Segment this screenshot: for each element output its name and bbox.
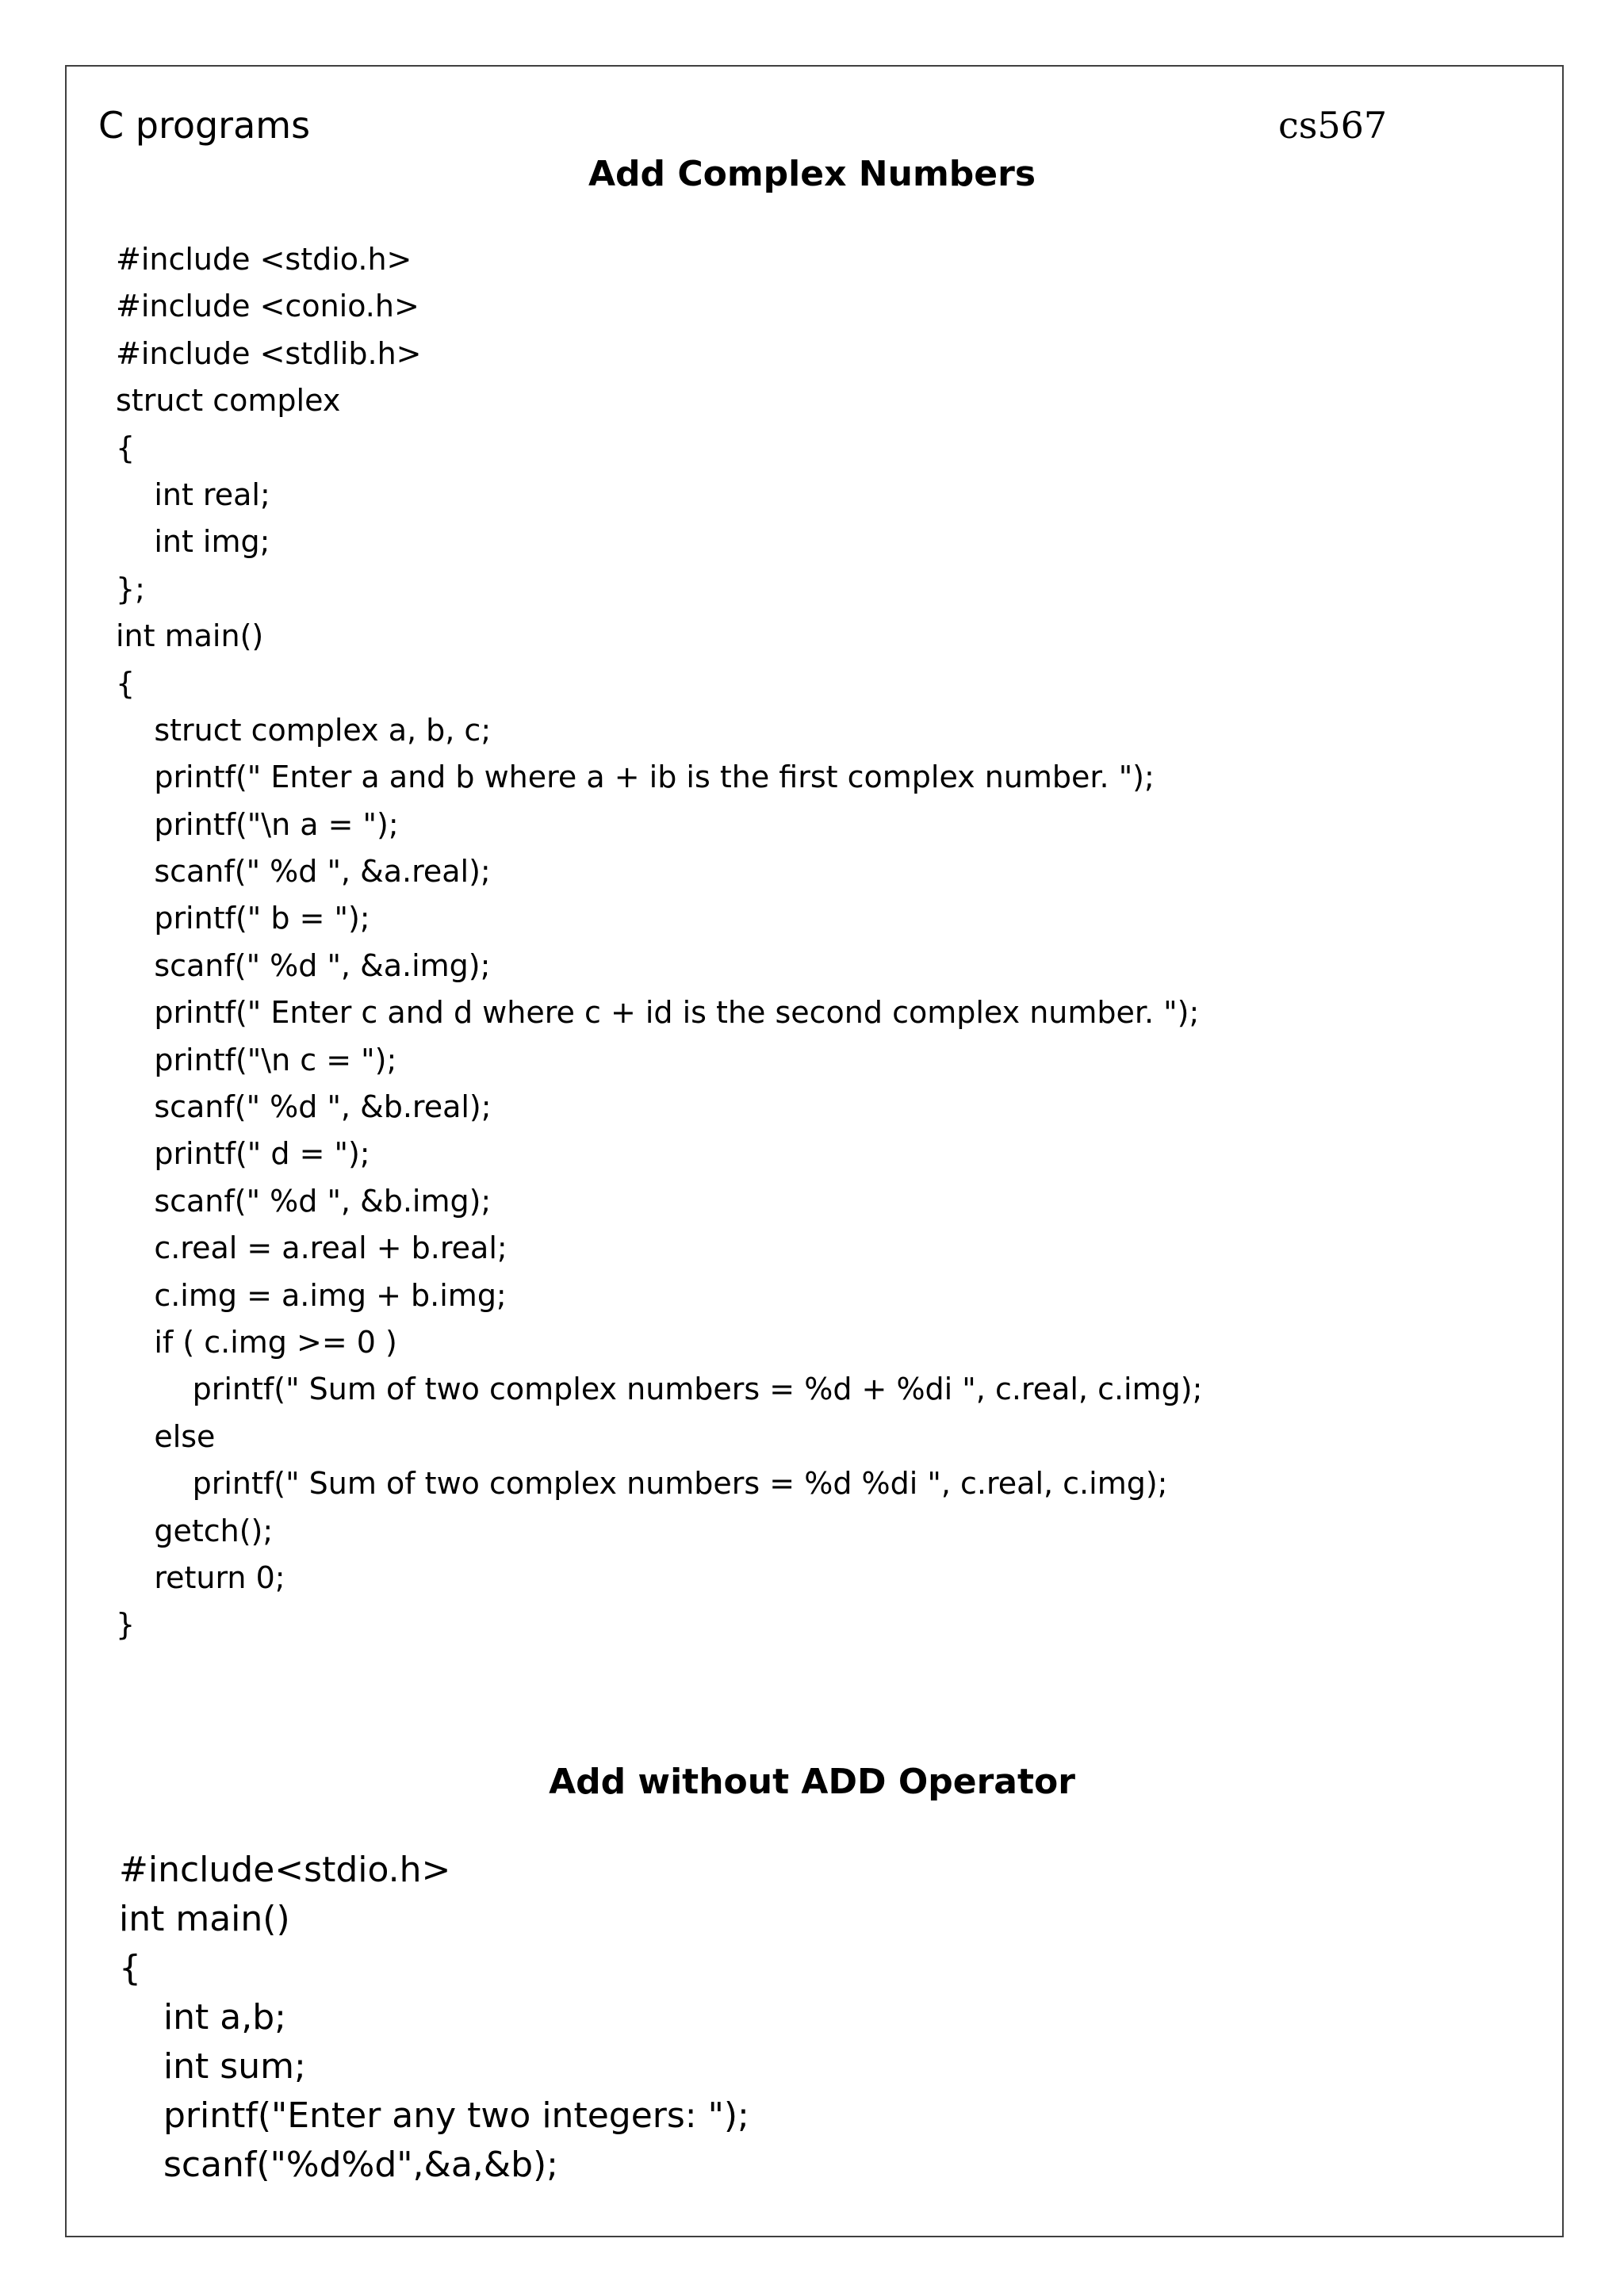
code-line: }; [116,571,145,607]
code-line: c.real = a.real + b.real; [116,1230,508,1266]
code-line: int img; [116,524,270,560]
code-line: scanf("%d%d",&a,&b); [119,2145,558,2185]
code-line: struct complex [116,383,341,419]
code-line: printf(" d = "); [116,1136,370,1172]
code-line: printf(" Enter c and d where c + id is the second complex number. "); [116,995,1200,1031]
code-line: printf(" Sum of two complex numbers = %d + %di ", c.real, c.img); [116,1372,1203,1407]
code-line: #include <stdlib.h> [116,335,422,371]
code-line: printf(" Sum of two complex numbers = %d %di ", c.real, c.img); [116,1466,1168,1502]
code-line: printf(" Enter a and b where a + ib is the first complex number. "); [116,760,1155,795]
code-line: #include<stdio.h> [119,1850,451,1890]
code-line: printf(" b = "); [116,901,370,936]
code-block-add-complex-numbers [116,236,1202,1649]
code-line: { [116,665,136,701]
section-title-add-complex-numbers: Add Complex Numbers [588,154,1036,194]
code-line: scanf(" %d ", &a.img); [116,947,491,983]
header-right-label: cs567 [1278,104,1388,147]
code-line: scanf(" %d ", &a.real); [116,854,491,890]
code-line: int sum; [119,2046,306,2087]
code-line: } [116,1607,136,1643]
code-line: struct complex a, b, c; [116,712,492,748]
code-line: if ( c.img >= 0 ) [116,1324,397,1360]
code-line: #include <stdio.h> [116,242,412,277]
code-line: #include <conio.h> [116,289,419,324]
code-line: getch(); [116,1513,274,1548]
code-line: int real; [116,476,270,512]
code-line: { [116,430,136,465]
code-line: int main() [119,1899,290,1939]
header-left-label: C programs [98,104,311,147]
code-line: int a,b; [119,1997,286,2038]
code-line: { [119,1948,141,1988]
section-title-add-without-add-operator: Add without ADD Operator [549,1762,1075,1802]
code-line: else [116,1418,216,1454]
code-line: scanf(" %d ", &b.img); [116,1183,492,1219]
code-line: printf("\n a = "); [116,806,399,842]
code-line: c.img = a.img + b.img; [116,1277,507,1313]
code-line: int main() [116,618,264,654]
code-line: printf("Enter any two integers: "); [119,2095,749,2136]
code-line: printf("\n c = "); [116,1042,397,1077]
code-block-add-without-add-operator [119,1846,749,2190]
code-line: scanf(" %d ", &b.real); [116,1089,492,1125]
code-line: return 0; [116,1559,285,1595]
